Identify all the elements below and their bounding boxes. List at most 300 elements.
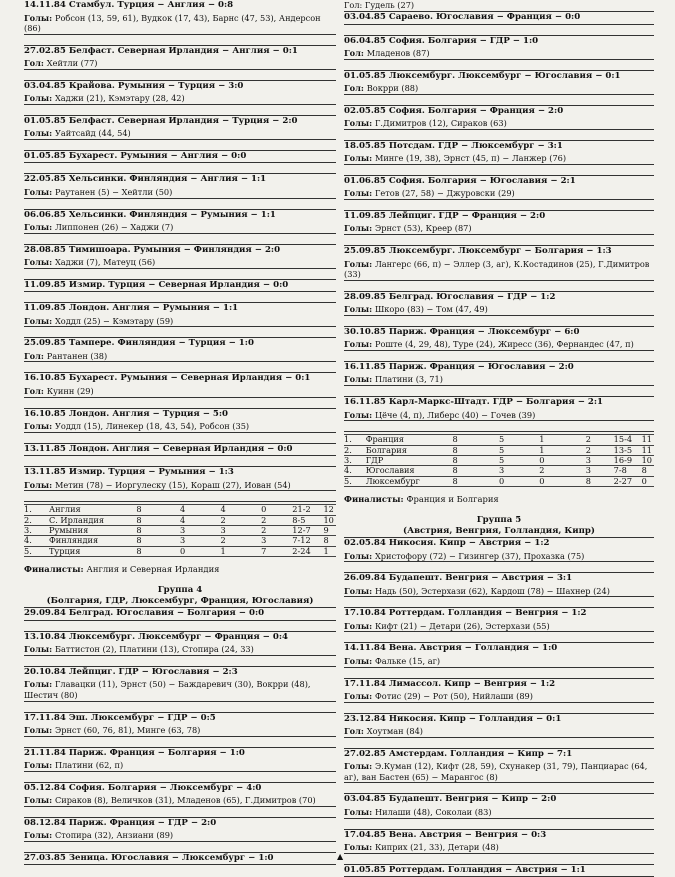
match-goals: [344, 760, 654, 782]
goals-text: Хаджи (21), Кэмэтару (28, 42): [54, 93, 185, 104]
match-result: [344, 573, 654, 608]
separator: [344, 199, 654, 210]
match-result: [344, 327, 654, 362]
standings-cell: 8: [452, 455, 499, 465]
match-header: 18.05.85 Потсдам. ГДР − Люксембург − 3:1: [344, 140, 563, 151]
match-goals: [344, 222, 654, 234]
standings-cell: 3: [586, 466, 614, 476]
goals-text: Эрнст (60, 76, 81), Минге (63, 78): [54, 725, 201, 736]
separator: [344, 59, 654, 70]
match-result: [344, 106, 654, 141]
separator: [24, 806, 336, 817]
standings-cell: Турция: [49, 546, 136, 556]
standings-cell: 4.: [24, 536, 49, 546]
match-result: [24, 713, 336, 748]
match-header: 20.10.84 Лейпциг. ГДР − Югославия − 2:3: [24, 666, 238, 677]
goals-text: Липпонен (26) − Хаджи (7): [54, 222, 174, 233]
match-header: 01.05.85 Роттердам. Голландия − Австрия − 1:1: [344, 864, 586, 875]
group-members: (Австрия, Венгрия, Голландия, Кипр): [344, 526, 654, 539]
match-result: [344, 749, 654, 795]
standings-cell: Англия: [49, 505, 136, 515]
match-header: 02.05.85 София. Болгария − Франция − 2:0: [344, 105, 564, 116]
match-header: 28.08.85 Тимишоара. Румыния − Финляндия − 2:0: [24, 244, 281, 255]
goals-label: Голы:: [24, 186, 55, 197]
standings-cell: Франция: [366, 435, 453, 445]
standings-cell: 12: [323, 505, 336, 515]
standings-cell: 8: [642, 466, 654, 476]
match-header: 26.09.84 Будапешт. Венгрия − Австрия − 3:1: [344, 573, 573, 584]
standings-cell: 1: [539, 445, 586, 455]
goals-label: Голы:: [24, 830, 55, 841]
standings-cell: Румыния: [49, 526, 136, 536]
standings-cell: 8-5: [292, 515, 323, 525]
goals-label: Голы:: [24, 12, 55, 23]
match-header: 01.05.85 Белфаст. Северная Ирландия − Турция − 2:0: [24, 115, 298, 126]
standings-cell: С. Ирландия: [49, 515, 136, 525]
goals-text: Стопира (32), Анзиани (89): [54, 830, 174, 841]
goals-text: Младенов (87): [366, 48, 430, 58]
finalists-line: Финалисты: Англия и Северная Ирландия: [24, 564, 220, 575]
finalists-label: Финалисты: [24, 564, 81, 575]
standings-cell: 2-24: [292, 546, 323, 556]
goals-text: Г.Димитров (12), Сираков (63): [374, 118, 507, 129]
match-header: 22.05.85 Хельсинки. Финляндия − Англия − 1:1: [24, 174, 267, 185]
separator: [24, 397, 336, 408]
match-goals: [24, 759, 336, 771]
standings-cell: 2.: [24, 515, 49, 525]
match-header: 03.04.85 Сараево. Югославия − Франция − 0:0: [344, 12, 581, 22]
match-result: [344, 12, 654, 36]
standings-cell: 8: [136, 546, 180, 556]
separator: [24, 432, 336, 443]
match-result: [24, 280, 336, 304]
match-result: [344, 36, 654, 71]
goals-text: Хейтли (77): [46, 58, 98, 69]
standings-cell: 4: [180, 505, 221, 515]
separator: [344, 561, 654, 572]
standings-cell: 8: [136, 515, 180, 525]
standings-cell: 0: [261, 505, 292, 515]
match-goals: [344, 806, 654, 818]
standings-row: [24, 526, 336, 536]
match-goals: [24, 186, 336, 198]
standings-cell: 11: [642, 445, 654, 455]
standings-cell: 8: [136, 536, 180, 546]
match-header: 17.11.84 Эш. Люксембург − ГДР − 0:5: [24, 712, 216, 723]
goals-label: Голы:: [344, 409, 375, 420]
standings-cell: 3.: [344, 455, 366, 465]
standings-cell: 2-27: [614, 476, 642, 486]
standings-cell: 3: [221, 526, 262, 536]
standings-cell: 2: [261, 526, 292, 536]
match-goals: [24, 385, 336, 397]
match-result: [24, 46, 336, 81]
standings-row: [24, 536, 336, 546]
match-goals: [24, 127, 336, 139]
standings-cell: 8: [452, 435, 499, 445]
standings-cell: 9: [323, 526, 336, 536]
match-result: [344, 679, 654, 714]
goals-label: Голы:: [24, 93, 55, 104]
match-result: [344, 714, 654, 749]
match-result: [344, 397, 654, 432]
separator: [24, 490, 336, 501]
standings-cell: 0: [539, 476, 586, 486]
standings-row: [344, 435, 654, 445]
separator: [24, 736, 336, 747]
goals-text: Раутанен (5) − Хейтли (50): [54, 186, 173, 197]
match-goals: [24, 643, 336, 655]
goals-text: Хоутман (84): [366, 726, 423, 737]
match-header: 16.10.85 Лондон. Англия − Турция − 5:0: [24, 408, 229, 419]
standings-cell: 8: [323, 536, 336, 546]
standings-cell: 3: [180, 526, 221, 536]
match-header: 06.04.85 София. Болгария − ГДР − 1:0: [344, 35, 539, 46]
match-result: [344, 211, 654, 246]
match-header: 01.05.85 Бухарест. Румыния − Англия − 0:0: [24, 150, 247, 161]
match-goals: [24, 420, 336, 432]
match-header: 25.09.85 Тампере. Финляндия − Турция − 1:0: [24, 338, 254, 349]
continued-goals: Гол: Гудель (27): [344, 0, 654, 12]
match-result: [24, 467, 336, 502]
match-goals: [24, 350, 336, 362]
standings-cell: 3: [180, 536, 221, 546]
match-goals: [344, 841, 654, 853]
goals-text: Надь (50), Эстерхази (62), Кардош (78) − Шахнер (24): [374, 585, 610, 596]
goals-text: Минге (19, 38), Эрнст (45, п) − Ланжер (76): [374, 153, 567, 164]
standings-cell: 8: [586, 476, 614, 486]
standings-cell: 1: [539, 435, 586, 445]
separator: [344, 702, 654, 713]
standings-cell: Финляндия: [49, 536, 136, 546]
separator: [344, 94, 654, 105]
goals-text: Христофору (72) − Гизингер (37), Прохазка (75): [374, 550, 585, 561]
goals-label: Голы:: [24, 725, 55, 736]
goals-text: Баттистон (2), Платини (13), Стопира (24, 33): [54, 644, 254, 655]
goals-label: Гол:: [344, 48, 367, 58]
match-result: [24, 818, 336, 853]
standings-cell: 21-2: [292, 505, 323, 515]
right-column: [344, 0, 654, 877]
match-result: [24, 373, 336, 408]
match-header: 11.09.85 Измир. Турция − Северная Ирландия − 0:0: [24, 279, 289, 290]
goals-text: Ходдл (25) − Кэмэтару (59): [54, 315, 174, 326]
match-result: [344, 141, 654, 176]
match-result: [24, 151, 336, 175]
standings-cell: 2: [586, 445, 614, 455]
goals-text: Нилаши (48), Соколаи (83): [374, 806, 492, 817]
standings-table: [344, 434, 654, 487]
standings-cell: 10: [323, 515, 336, 525]
finalists-text: Англия и Северная Ирландия: [86, 564, 220, 575]
match-header: 13.11.85 Лондон. Англия − Северная Ирландия − 0:0: [24, 443, 293, 454]
goals-label: Голы:: [24, 421, 55, 432]
match-result: [344, 176, 654, 211]
page-marker: ▲: [337, 852, 344, 861]
goals-label: Голы:: [344, 223, 375, 234]
goals-text: Сираков (8), Величков (31), Младенов (65), Г.Димитров (70): [54, 795, 316, 806]
standings-cell: 7-8: [614, 466, 642, 476]
match-header: 29.09.84 Белград. Югославия − Болгария − 0:0: [24, 608, 265, 619]
match-result: [24, 116, 336, 151]
standings-table: [24, 504, 336, 557]
finalists-text: Франция и Болгария: [406, 494, 499, 505]
separator: [344, 385, 654, 396]
goals-label: Голы:: [344, 374, 375, 385]
standings-cell: 2: [586, 435, 614, 445]
standings-cell: 7: [261, 546, 292, 556]
goals-text: Э.Куман (12), Кифт (28, 59), Схунакер (31, 79), Панциарас (64, аг), ван Бастен (65) − Марангос (8): [344, 761, 648, 782]
match-header: 08.12.84 Париж. Франция − ГДР − 2:0: [24, 817, 217, 828]
goals-label: Гол:: [24, 58, 47, 69]
standings-cell: 2: [539, 466, 586, 476]
goals-label: Гол:: [24, 385, 47, 396]
match-goals: [344, 550, 654, 562]
match-header: 13.11.85 Измир. Турция − Румыния − 1:3: [24, 467, 234, 478]
goals-text: Рантанен (38): [46, 350, 108, 361]
goals-text: Киприх (21, 33), Детари (48): [374, 842, 499, 852]
separator: [24, 455, 336, 466]
goals-text: Уайтсайд (44, 54): [54, 128, 131, 139]
separator: [344, 737, 654, 748]
match-goals: [24, 256, 336, 268]
match-header: 25.09.85 Люксембург. Люксембург − Болгария − 1:3: [344, 246, 612, 257]
standings-cell: 8: [452, 445, 499, 455]
match-goals: [24, 315, 336, 327]
match-result: [24, 0, 336, 46]
standings-cell: 2: [221, 536, 262, 546]
match-header: 03.04.85 Крайова. Румыния − Турция − 3:0: [24, 80, 244, 91]
separator: [24, 104, 336, 115]
standings-cell: Болгария: [366, 445, 453, 455]
goals-label: Голы:: [344, 118, 375, 129]
goals-label: Голы:: [344, 691, 375, 702]
separator: [24, 701, 336, 712]
standings-row: [344, 466, 654, 476]
standings-cell: 1: [323, 546, 336, 556]
match-goals: [344, 303, 654, 315]
match-goals: [344, 187, 654, 199]
match-goals: [344, 725, 654, 737]
standings-cell: 0: [180, 546, 221, 556]
goals-label: Гол:: [344, 83, 367, 94]
goals-label: Голы:: [344, 585, 375, 596]
separator: [344, 350, 654, 361]
standings-cell: 3: [586, 455, 614, 465]
match-header: 03.04.85 Будапешт. Венгрия − Кипр − 2:0: [344, 794, 557, 805]
match-header: 01.05.85 Люксембург. Люксембург − Югославия − 0:1: [344, 70, 621, 81]
goals-label: Голы:: [24, 644, 55, 655]
match-result: [24, 748, 336, 783]
match-goals: [24, 678, 336, 700]
match-goals: [344, 690, 654, 702]
goals-label: Голы:: [24, 128, 55, 139]
goals-text: Кифт (21) − Детари (26), Эстерхази (55): [374, 620, 550, 631]
separator: [344, 782, 654, 793]
goals-text: Гетов (27, 58) − Джуровски (29): [374, 188, 515, 199]
match-result: [24, 444, 336, 468]
standings-cell: 8: [136, 526, 180, 536]
standings-cell: 8: [452, 476, 499, 486]
separator: [344, 596, 654, 607]
goals-label: Голы:: [24, 795, 55, 806]
goals-label: Голы:: [344, 304, 375, 315]
separator: [24, 620, 336, 631]
separator: [344, 853, 654, 864]
goals-text: Фотис (29) − Рот (50), Нийлаши (89): [374, 691, 533, 702]
goals-text: Цёче (4, п), Либерс (40) − Гочев (39): [374, 409, 536, 420]
goals-text: Платини (62, п): [54, 760, 124, 771]
match-goals: [24, 479, 336, 491]
match-goals: [344, 258, 654, 280]
standings-row: [24, 515, 336, 525]
match-result: [24, 81, 336, 116]
goals-text: Робсон (13, 59, 61), Вудкок (17, 43), Барнс (47, 53), Андерсон (86): [24, 12, 321, 34]
separator: [24, 139, 336, 150]
group-title: Группа 5: [476, 515, 522, 526]
left-column: [24, 0, 336, 865]
standings-cell: 0: [539, 455, 586, 465]
standings-cell: 15-4: [614, 435, 642, 445]
standings-cell: 1.: [24, 505, 49, 515]
separator: [24, 326, 336, 337]
goals-text: Главацки (11), Эрнст (50) − Баждаревич (30), Вокрри (48), Шестич (80): [24, 679, 311, 700]
goals-label: Голы:: [344, 339, 375, 350]
standings-cell: 3: [261, 536, 292, 546]
match-result: [344, 643, 654, 678]
standings-cell: 8: [452, 466, 499, 476]
goals-text: Куинн (29): [46, 385, 94, 396]
match-goals: [344, 117, 654, 129]
match-header: 17.04.85 Вена. Австрия − Венгрия − 0:3: [344, 829, 547, 840]
standings-cell: 4.: [344, 466, 366, 476]
goals-text: Лангерс (66, п) − Эллер (3, аг), К.Костадинов (25), Г.Димитров (33): [344, 258, 650, 280]
match-result: [344, 71, 654, 106]
standings-cell: 3: [499, 466, 539, 476]
standings-cell: 1.: [344, 435, 366, 445]
goals-label: Гол:: [24, 350, 47, 361]
goals-text: Вокрри (88): [366, 83, 419, 94]
standings-cell: 0: [642, 476, 654, 486]
match-goals: [24, 12, 336, 34]
separator: [344, 667, 654, 678]
match-header: 21.11.84 Париж. Франция − Болгария − 1:0: [24, 747, 245, 758]
match-result: [24, 409, 336, 444]
match-header: 27.02.85 Амстердам. Голландия − Кипр − 7:1: [344, 748, 573, 759]
match-goals: [344, 338, 654, 350]
match-header: 01.06.85 София. Болгария − Югославия − 2:1: [344, 175, 576, 186]
separator: [24, 361, 336, 372]
goals-label: Голы:: [344, 655, 375, 666]
goals-text: Эрнст (53), Креер (87): [374, 223, 472, 234]
goals-label: Голы:: [24, 679, 55, 690]
goals-label: Голы:: [344, 550, 375, 561]
goals-text: Шкоро (83) − Том (47, 49): [374, 304, 488, 315]
standings-cell: 2.: [344, 445, 366, 455]
standings-cell: 4: [221, 505, 262, 515]
goals-label: Голы:: [344, 842, 375, 852]
standings-cell: 5.: [24, 546, 49, 556]
separator: [24, 771, 336, 782]
standings-row: [24, 546, 336, 556]
goals-label: Голы:: [24, 760, 55, 771]
separator: [24, 34, 336, 45]
standings-cell: 5: [499, 435, 539, 445]
match-goals: [344, 655, 654, 667]
goals-text: Платини (3, 71): [374, 374, 443, 385]
goals-label: Голы:: [24, 315, 55, 326]
standings-cell: 2: [221, 515, 262, 525]
match-goals: [344, 620, 654, 632]
group-title: Группа 4: [157, 585, 203, 596]
separator: [24, 162, 336, 173]
separator: [24, 841, 336, 852]
standings-cell: 5.: [344, 476, 366, 486]
goals-text: Хаджи (7), Матеуц (56): [54, 257, 156, 268]
match-goals: [344, 373, 654, 385]
standings-cell: 8: [136, 505, 180, 515]
match-goals: [344, 409, 654, 421]
standings-cell: 7-12: [292, 536, 323, 546]
separator: [344, 24, 654, 35]
match-header: 17.10.84 Роттердам. Голландия − Венгрия − 1:2: [344, 608, 587, 619]
match-goals: [24, 829, 336, 841]
match-result: [24, 783, 336, 818]
finalists-label: Финалисты: [344, 494, 401, 505]
match-header: 14.11.84 Вена. Австрия − Голландия − 1:0: [344, 643, 558, 654]
standings-cell: 13-5: [614, 445, 642, 455]
match-header: 16.10.85 Бухарест. Румыния − Северная Ирландия − 0:1: [24, 373, 311, 384]
match-result: [24, 632, 336, 667]
separator: [344, 234, 654, 245]
match-header: 27.02.85 Белфаст. Северная Ирландия − Англия − 0:1: [24, 45, 298, 56]
match-header: 11.09.85 Лейпциг. ГДР − Франция − 2:0: [344, 210, 546, 221]
separator: [344, 420, 654, 431]
standings-row: [344, 476, 654, 486]
standings-cell: 10: [642, 455, 654, 465]
standings-cell: 5: [499, 445, 539, 455]
match-goals: [344, 82, 654, 94]
goals-label: Голы:: [24, 257, 55, 268]
match-result: [24, 174, 336, 209]
separator: [24, 69, 336, 80]
group-members: (Болгария, ГДР, Люксембург, Франция, Югославия): [24, 596, 336, 609]
match-goals: [344, 47, 654, 59]
match-header: 02.05.84 Никосия. Кипр − Австрия − 1:2: [344, 538, 550, 549]
match-goals: [24, 794, 336, 806]
goals-label: Голы:: [344, 761, 375, 772]
match-result: [24, 338, 336, 373]
match-header: 28.09.85 Белград. Югославия − ГДР − 1:2: [344, 291, 556, 302]
separator: [344, 129, 654, 140]
separator: [344, 315, 654, 326]
standings-cell: Люксембург: [366, 476, 453, 486]
standings-cell: 5: [499, 455, 539, 465]
match-header: 06.06.85 Хельсинки. Финляндия − Румыния − 1:1: [24, 209, 276, 220]
standings-cell: ГДР: [366, 455, 453, 465]
match-result: [344, 608, 654, 643]
goals-label: Гол:: [344, 726, 367, 737]
match-result: [24, 667, 336, 713]
match-header: 11.09.85 Лондон. Англия − Румыния − 1:1: [24, 303, 239, 314]
match-result: [344, 246, 654, 292]
match-goals: [24, 57, 336, 69]
goals-label: Голы:: [344, 153, 375, 164]
standings-row: [344, 455, 654, 465]
standings-cell: 12-7: [292, 526, 323, 536]
match-header: 23.12.84 Никосия. Кипр − Голландия − 0:1: [344, 713, 562, 724]
match-result: [344, 865, 654, 877]
